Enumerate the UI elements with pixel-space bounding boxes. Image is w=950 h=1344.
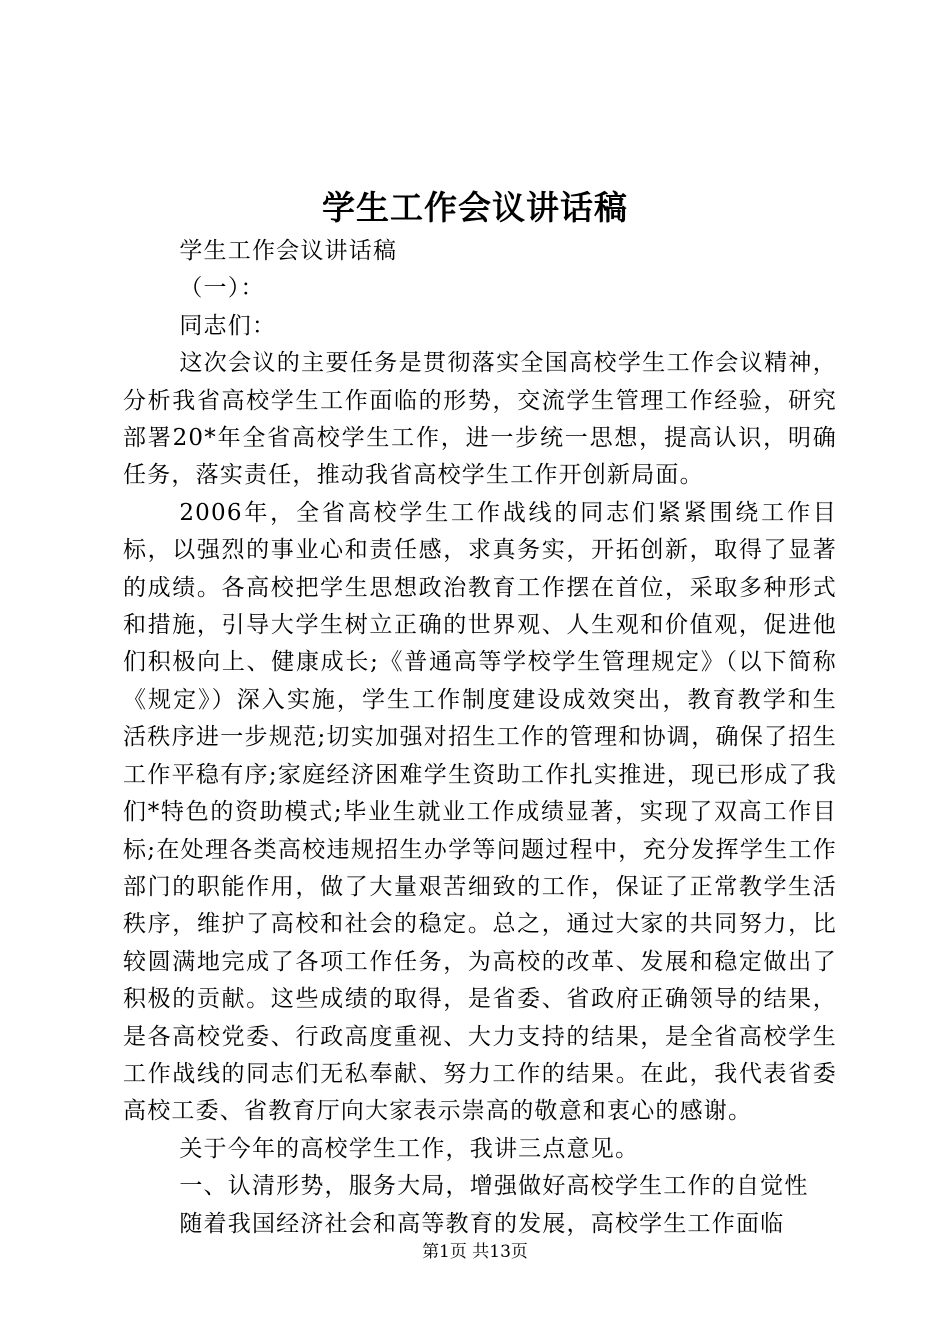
paragraph-body: 随着我国经济社会和高等教育的发展，高校学生工作面临 [179,1210,785,1237]
paragraph-body: 这次会议的主要任务是贯彻落实全国高校学生工作会议精神，分析我省高校学生工作面临的形势，交流学生管理工作经验，研究部署20*年全省高校学生工作，进一步统一思想，提高认识，明确任务，落实责任，推动我省高校学生工作开创新局面。 [123,350,837,489]
document-body [123,233,837,1243]
paragraph-salutation: 同志们： [179,312,277,339]
paragraph-heading: 一、认清形势，服务大局，增强做好高校学生工作的自觉性 [179,1173,809,1200]
paragraph-body: 关于今年的高校学生工作，我讲三点意见。 [179,1135,640,1162]
document-title: 学生工作会议讲话稿 [322,188,628,227]
paragraph-section-marker: （一）： [179,275,265,302]
page-footer: 第1页 共13页 [422,1242,528,1262]
paragraph-subtitle: 学生工作会议讲话稿 [179,238,398,264]
paragraph-body: 2006年，全省高校学生工作战线的同志们紧紧围绕工作目标，以强烈的事业心和责任感，求真务实，开拓创新，取得了显著的成绩。各高校把学生思想政治教育工作摆在首位，采取多种形式和措施，引导大学生树立正确的世界观、人生观和价值观，促进他们积极向上、健康成长;《普通高等学校学生管理规定》（以下简称《规定》）深入实施，学生工作制度建设成效突出，教育教学和生活秩序进一步规范;切实加强对招生工作的管理和协调，确保了招生工作平稳有序;家庭经济困难学生资助工作扎实推进，现已形成了我们*特色的资助模式;毕业生就业工作成绩显著，实现了双高工作目标;在处理各类高校违规招生办学等问题过程中，充分发挥学生工作部门的职能作用，做了大量艰苦细致的工作，保证了正常教学生活秩序，维护了高校和社会的稳定。总之，通过大家的共同努力，比较圆满地完成了各项工作任务，为高校的改革、发展和稳定做出了积极的贡献。这些成绩的取得，是省委、省政府正确领导的结果，是各高校党委、行政高度重视、大力支持的结果，是全省高校学生工作战线的同志们无私奉献、努力工作的结果。在此，我代表省委高校工委、省教育厅向大家表示崇高的敬意和衷心的感谢。 [123,499,837,1125]
